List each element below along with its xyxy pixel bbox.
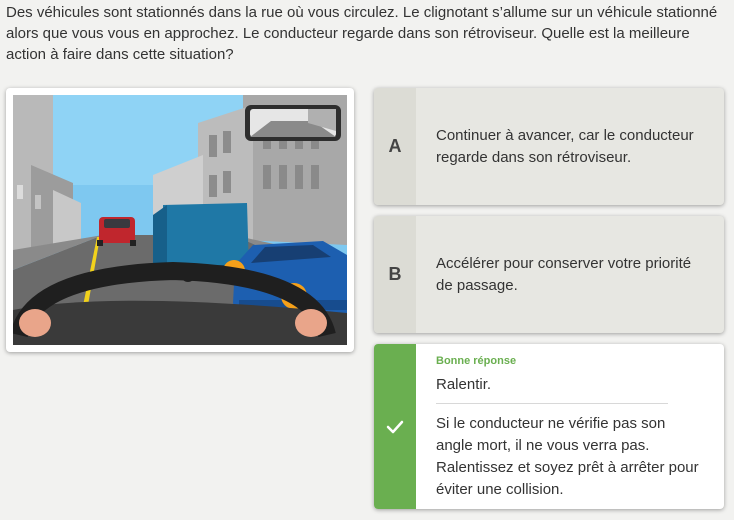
answer-text: Accélérer pour conserver votre priorité de passage. [436,254,692,294]
driving-scene-icon [13,95,347,345]
correct-answer-label: Bonne réponse [436,355,517,367]
answer-text: Continuer à avancer, car le conducteur regarde dans son rétroviseur. [436,126,694,166]
answer-option-a[interactable] [374,88,724,205]
answer-option-correct[interactable] [374,344,724,509]
answer-letter: B [374,216,416,333]
check-icon [385,417,405,437]
answer-option-b[interactable] [374,216,724,333]
divider [436,403,668,404]
answer-explanation: Si le conducteur ne vérifie pas son angle mort, il ne vous verra pas. Ralentissez et soyez prêt à arrêter pour éviter une collision. [436,415,699,498]
correct-indicator [374,344,416,509]
answer-letter: A [374,88,416,205]
question-text: Des véhicules sont stationnés dans la rue où vous circulez. Le clignotant s’allume sur un véhicule stationné alors que vous vous en approchez. Le conducteur regarde dans son rétroviseur. Quelle est la meilleure action à faire dans cette situation? [6,4,718,63]
answer-text: Ralentir. [436,376,492,393]
scene-illustration [6,88,354,352]
